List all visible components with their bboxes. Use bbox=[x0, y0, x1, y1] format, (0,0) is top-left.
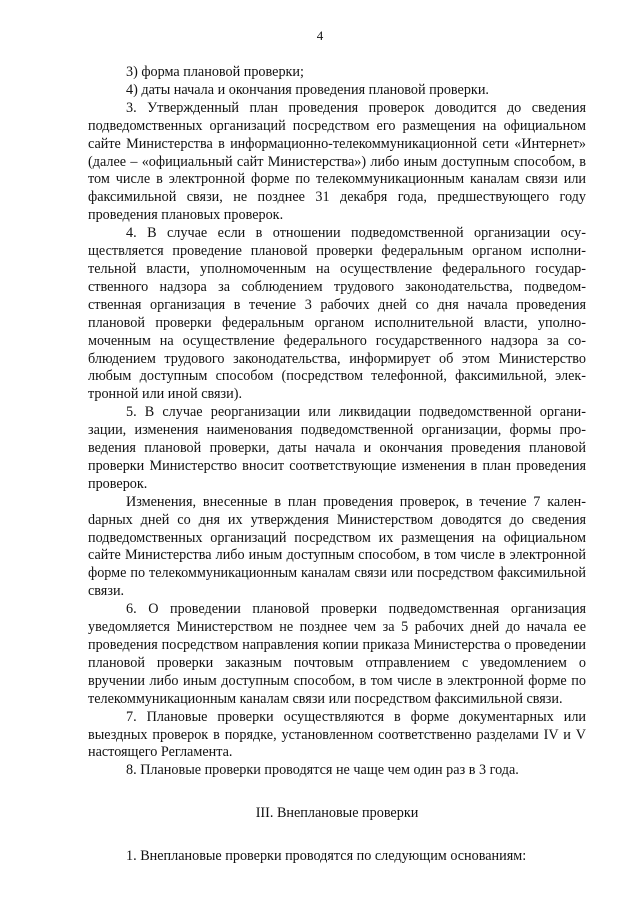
paragraph-6: 6. О проведении плановой проверки подведомственная организация уведомляется Министерством не позднее чем за 5 рабочих дней до начала ее проведения посредством направления копии приказа Министерства о проведении плановой проверки заказным почтовым отправлением с уведомлением о вручении либо иным доступным способом, в том числе в электронной форме по телекоммуникационным каналам связи или посредством факсимильной связи. bbox=[88, 601, 586, 707]
paragraph-unscheduled-1: 1. Внеплановые проверки проводятся по следующим основаниям: bbox=[126, 848, 527, 865]
paragraph-item-3: 3) форма плановой проверки; bbox=[126, 64, 304, 80]
section-heading: III. Внеплановые проверки bbox=[255, 805, 419, 822]
paragraph-8: 8. Плановые проверки проводятся не чаще чем один раз в 3 года. bbox=[126, 762, 519, 779]
paragraph-item-4: 4) даты начала и окончания проведения плановой проверки. bbox=[126, 81, 489, 98]
paragraph-3: 3. Утвержденный план проведения проверок доводится до сведения подведомственных организаций посредством его размещения на официальном сайте Министерства в информационно-телекоммуникационной сети «Интернет» (далее – «официальный сайт Министерства») либо иным доступным способом, в том числе в электронной форме по телекоммуникационным каналам связи или факсимильной связи, не позднее 31 декабря года, предшествующего году проведения плановых проверок. bbox=[88, 99, 586, 224]
paragraph-4: 4. В случае если в отношении подведомственной организации осуществляется проведение плановой проверки федеральным органом исполнительной власти, уполномоченным на осуществление федерального государственного надзора за соблюдением трудового законодательства, подведомственная организация в течение 3 рабочих дней со дня начала проведения плановой проверки федеральным органом исполнительной власти, уполномоченным на осуществление федерального государственного надзора за соблюдением трудового законодательства, информирует об этом Министерство любым доступным способом (посредством телефонной, факсимильной, электронной или иной связи). bbox=[88, 225, 586, 403]
paragraph-7: 7. Плановые проверки осуществляются в форме документарных или выездных проверок в порядке, установленном соответственно разделами IV и V настоящего Регламента. bbox=[88, 708, 586, 761]
page-number: 4 bbox=[316, 28, 324, 43]
document-body bbox=[88, 64, 586, 866]
paragraph-5-changes: Изменения, внесенные в план проведения проверок, в течение 7 каленdарных дней со дня их утверждения Министерством доводятся до сведения подведомственных организаций посредством их размещения на официальном сайте Министерства либо иным доступным способом, в том числе в электронной форме по телекоммуникационным каналам связи или посредством факсимильной связи. bbox=[88, 493, 586, 600]
paragraph-5: 5. В случае реорганизации или ликвидации подведомственной организации, изменения наименования подведомственной организации, формы проведения плановой проверки, даты начала и окончания проведения плановой проверки Министерство вносит соответствующие изменения в план проведения проверок. bbox=[88, 404, 586, 492]
